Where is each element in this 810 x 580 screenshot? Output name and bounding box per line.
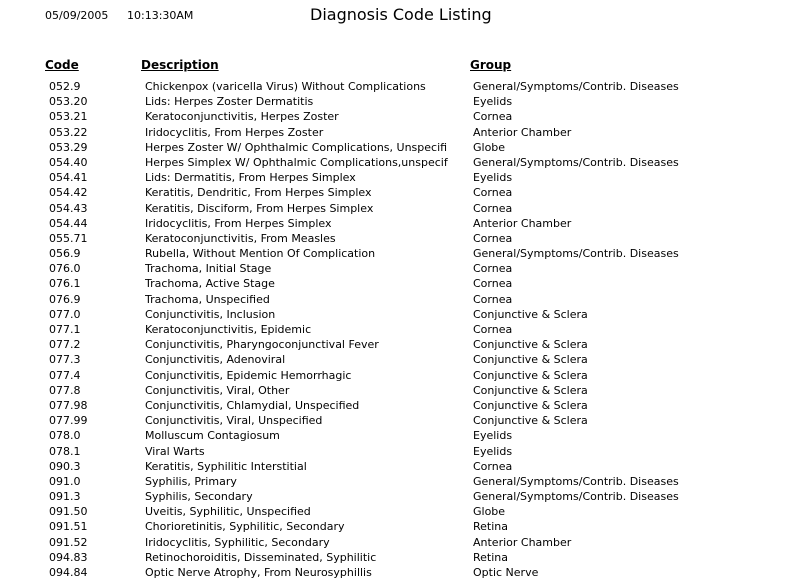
table-row <box>0 246 810 261</box>
diagnosis-code: 078.0 <box>49 429 81 443</box>
diagnosis-description: Conjunctivitis, Viral, Unspecified <box>145 414 323 428</box>
table-row <box>0 535 810 550</box>
table-row <box>0 383 810 398</box>
diagnosis-code: 056.9 <box>49 247 81 261</box>
diagnosis-description: Keratoconjunctivitis, Herpes Zoster <box>145 110 339 124</box>
diagnosis-code: 094.83 <box>49 550 88 564</box>
diagnosis-code: 077.1 <box>49 323 81 336</box>
diagnosis-code: 054.42 <box>49 186 88 200</box>
diagnosis-code: 077.4 <box>49 368 81 382</box>
diagnosis-description: Viral Warts <box>145 444 205 458</box>
diagnosis-group: Anterior Chamber <box>473 535 572 549</box>
diagnosis-description: Trachoma, Unspecified <box>145 292 270 306</box>
diagnosis-description: Optic Nerve Atrophy, From Neurosyphillis <box>145 566 372 579</box>
table-row <box>0 261 810 276</box>
diagnosis-code: 077.98 <box>49 398 88 412</box>
diagnosis-description: Chorioretinitis, Syphilitic, Secondary <box>145 520 345 534</box>
column-header-code: Code <box>45 58 79 72</box>
diagnosis-group: Eyelids <box>473 444 513 458</box>
table-row <box>0 550 810 565</box>
diagnosis-description: Conjunctivitis, Viral, Other <box>145 383 290 397</box>
diagnosis-code: 076.0 <box>49 262 81 276</box>
diagnosis-code: 091.50 <box>49 505 88 519</box>
diagnosis-code: 077.3 <box>49 353 81 367</box>
diagnosis-group: General/Symptoms/Contrib. Diseases <box>473 247 679 261</box>
diagnosis-description: Conjunctivitis, Adenoviral <box>145 353 286 367</box>
diagnosis-code: 077.0 <box>49 307 81 321</box>
table-row <box>0 125 810 140</box>
diagnosis-code: 076.1 <box>49 277 81 291</box>
diagnosis-description: Iridocyclitis, From Herpes Simplex <box>145 216 332 230</box>
diagnosis-group: General/Symptoms/Contrib. Diseases <box>473 80 679 93</box>
diagnosis-group: Conjunctive & Sclera <box>473 398 588 412</box>
diagnosis-code: 091.0 <box>49 474 81 488</box>
diagnosis-group: Eyelids <box>473 171 513 185</box>
diagnosis-code: 053.21 <box>49 110 88 124</box>
table-row <box>0 504 810 519</box>
diagnosis-code-list <box>0 79 810 580</box>
diagnosis-code: 052.9 <box>49 80 81 93</box>
diagnosis-group: Cornea <box>473 277 513 291</box>
table-row <box>0 322 810 337</box>
diagnosis-group: Globe <box>473 140 506 154</box>
table-row <box>0 94 810 109</box>
diagnosis-code: 077.8 <box>49 383 81 397</box>
table-row <box>0 79 810 94</box>
diagnosis-description: Syphilis, Secondary <box>145 490 253 504</box>
diagnosis-group: Cornea <box>473 231 513 245</box>
diagnosis-code: 090.3 <box>49 459 81 473</box>
diagnosis-description: Keratoconjunctivitis, From Measles <box>145 231 336 245</box>
diagnosis-group: Anterior Chamber <box>473 125 572 139</box>
diagnosis-group: Conjunctive & Sclera <box>473 414 588 428</box>
diagnosis-group: Conjunctive & Sclera <box>473 353 588 367</box>
report-title: Diagnosis Code Listing <box>310 5 492 24</box>
diagnosis-description: Conjunctivitis, Chlamydial, Unspecified <box>145 398 360 412</box>
diagnosis-description: Retinochoroiditis, Disseminated, Syphilitic <box>145 550 377 564</box>
diagnosis-description: Keratitis, Syphilitic Interstitial <box>145 459 307 473</box>
table-row <box>0 459 810 474</box>
diagnosis-code: 091.52 <box>49 535 88 549</box>
table-row <box>0 201 810 216</box>
table-row <box>0 352 810 367</box>
table-row <box>0 307 810 322</box>
diagnosis-group: Conjunctive & Sclera <box>473 383 588 397</box>
diagnosis-description: Herpes Simplex W/ Ophthalmic Complications,unspecif <box>145 155 448 169</box>
table-row <box>0 428 810 443</box>
table-row <box>0 489 810 504</box>
diagnosis-group: Cornea <box>473 262 513 276</box>
table-row <box>0 444 810 459</box>
diagnosis-description: Trachoma, Initial Stage <box>145 262 272 276</box>
diagnosis-group: Anterior Chamber <box>473 216 572 230</box>
diagnosis-code: 094.84 <box>49 566 88 579</box>
table-row <box>0 368 810 383</box>
diagnosis-code: 054.41 <box>49 171 88 185</box>
diagnosis-code: 076.9 <box>49 292 81 306</box>
diagnosis-description: Keratitis, Dendritic, From Herpes Simplex <box>145 186 372 200</box>
diagnosis-description: Rubella, Without Mention Of Complication <box>145 247 376 261</box>
diagnosis-group: Cornea <box>473 186 513 200</box>
diagnosis-description: Iridocyclitis, From Herpes Zoster <box>145 125 324 139</box>
report-time: 10:13:30AM <box>127 9 194 22</box>
diagnosis-description: Molluscum Contagiosum <box>145 429 280 443</box>
diagnosis-group: Conjunctive & Sclera <box>473 368 588 382</box>
diagnosis-group: Conjunctive & Sclera <box>473 338 588 352</box>
diagnosis-group: General/Symptoms/Contrib. Diseases <box>473 155 679 169</box>
table-row <box>0 276 810 291</box>
diagnosis-group: Globe <box>473 505 506 519</box>
diagnosis-code: 054.44 <box>49 216 88 230</box>
diagnosis-description: Chickenpox (varicella Virus) Without Complications <box>145 80 426 93</box>
table-row <box>0 398 810 413</box>
diagnosis-code: 053.20 <box>49 95 88 109</box>
diagnosis-code: 091.3 <box>49 490 81 504</box>
table-row <box>0 565 810 580</box>
diagnosis-group: Cornea <box>473 110 513 124</box>
table-row <box>0 231 810 246</box>
diagnosis-group: Retina <box>473 520 508 534</box>
diagnosis-group: Optic Nerve <box>473 566 539 579</box>
column-header-description: Description <box>141 58 219 72</box>
diagnosis-code: 054.43 <box>49 201 88 215</box>
diagnosis-description: Lids: Dermatitis, From Herpes Simplex <box>145 171 356 185</box>
diagnosis-group: Cornea <box>473 459 513 473</box>
table-row <box>0 140 810 155</box>
diagnosis-description: Trachoma, Active Stage <box>145 277 275 291</box>
diagnosis-description: Syphilis, Primary <box>145 474 237 488</box>
diagnosis-code: 053.22 <box>49 125 88 139</box>
table-row <box>0 185 810 200</box>
diagnosis-description: Conjunctivitis, Epidemic Hemorrhagic <box>145 368 352 382</box>
table-row <box>0 519 810 534</box>
diagnosis-group: Cornea <box>473 201 513 215</box>
column-header-group: Group <box>470 58 512 72</box>
diagnosis-description: Uveitis, Syphilitic, Unspecified <box>145 505 311 519</box>
table-row <box>0 474 810 489</box>
diagnosis-code: 091.51 <box>49 520 88 534</box>
diagnosis-code: 077.99 <box>49 414 88 428</box>
table-row <box>0 109 810 124</box>
diagnosis-description: Keratoconjunctivitis, Epidemic <box>145 323 312 336</box>
diagnosis-code: 077.2 <box>49 338 81 352</box>
table-row <box>0 170 810 185</box>
diagnosis-group: Eyelids <box>473 429 513 443</box>
diagnosis-description: Herpes Zoster W/ Ophthalmic Complications, Unspecifi <box>145 140 448 154</box>
diagnosis-group: Conjunctive & Sclera <box>473 307 588 321</box>
diagnosis-code: 078.1 <box>49 444 81 458</box>
diagnosis-group: General/Symptoms/Contrib. Diseases <box>473 474 679 488</box>
table-row <box>0 155 810 170</box>
diagnosis-group: Cornea <box>473 292 513 306</box>
diagnosis-group: Eyelids <box>473 95 513 109</box>
diagnosis-description: Lids: Herpes Zoster Dermatitis <box>145 95 314 109</box>
table-row <box>0 337 810 352</box>
diagnosis-description: Conjunctivitis, Pharyngoconjunctival Fever <box>145 338 379 352</box>
table-row <box>0 292 810 307</box>
diagnosis-description: Keratitis, Disciform, From Herpes Simplex <box>145 201 374 215</box>
diagnosis-code: 054.40 <box>49 155 88 169</box>
diagnosis-code: 053.29 <box>49 140 88 154</box>
diagnosis-group: Retina <box>473 550 508 564</box>
diagnosis-code: 055.71 <box>49 231 88 245</box>
diagnosis-group: Cornea <box>473 323 513 336</box>
report-date: 05/09/2005 <box>45 9 109 22</box>
diagnosis-group: General/Symptoms/Contrib. Diseases <box>473 490 679 504</box>
table-row <box>0 413 810 428</box>
diagnosis-description: Conjunctivitis, Inclusion <box>145 307 276 321</box>
diagnosis-description: Iridocyclitis, Syphilitic, Secondary <box>145 535 330 549</box>
table-row <box>0 216 810 231</box>
